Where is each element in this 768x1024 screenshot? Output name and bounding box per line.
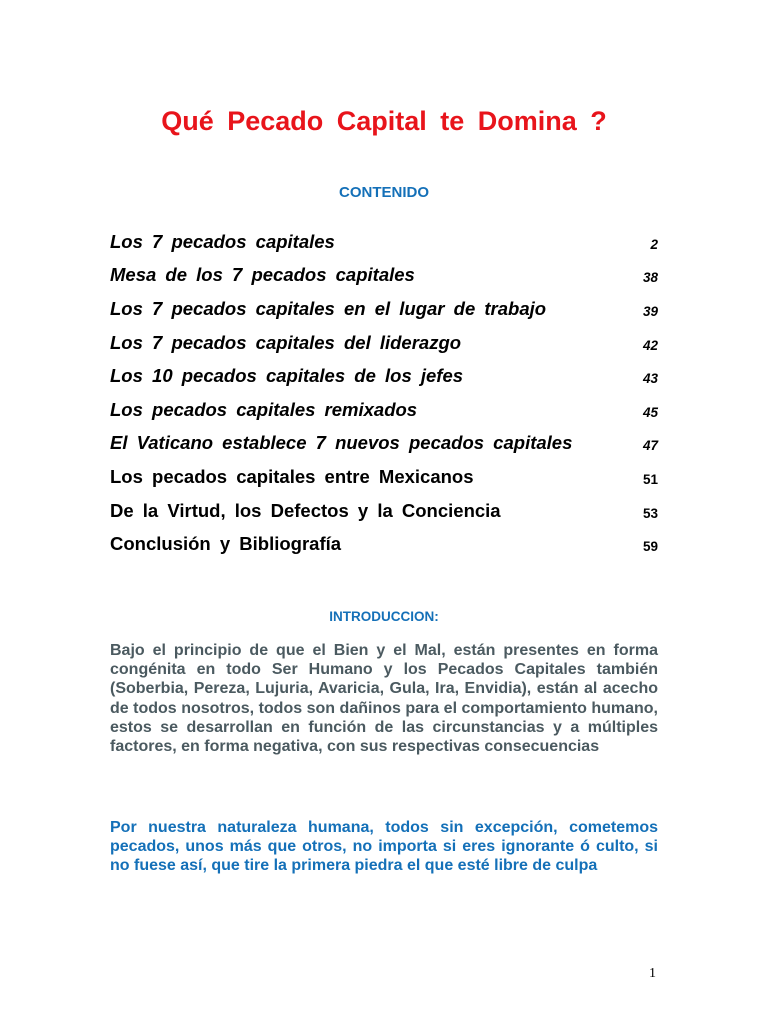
page-title: Qué Pecado Capital te Domina ? <box>161 106 607 136</box>
toc-entry <box>110 225 658 259</box>
toc-entry-label: Los pecados capitales remixados <box>110 398 418 420</box>
toc-entry-label: Mesa de los 7 pecados capitales <box>110 264 415 286</box>
toc-entry <box>110 527 658 561</box>
toc-entry-label: Los 10 pecados capitales de los jefes <box>110 365 464 387</box>
toc-entry-label: Los 7 pecados capitales del liderazgo <box>110 331 462 353</box>
toc-entry-page: 51 <box>642 471 658 487</box>
toc-entry-page: 38 <box>642 270 658 286</box>
toc-entry-page: 43 <box>642 371 658 387</box>
introduction-heading: INTRODUCCION: <box>329 609 439 624</box>
introduction-paragraph-2: Por nuestra naturaleza humana, todos sin excepción, cometemos pecados, unos más que otros, no importa si eres ignorante ó culto, si no fuese así, que tire la primera piedra el que esté libre de culpa <box>110 819 658 875</box>
toc-entry-label: Conclusión y Bibliografía <box>110 533 342 555</box>
toc-entry-label: Los pecados capitales entre Mexicanos <box>110 465 474 487</box>
toc-entry <box>110 292 658 326</box>
toc-entry-label: Los 7 pecados capitales en el lugar de trabajo <box>110 297 547 319</box>
toc-entry <box>110 393 658 427</box>
toc-entry <box>110 326 658 360</box>
toc-entry <box>110 427 658 461</box>
toc-entry <box>110 460 658 494</box>
toc-entry-label: De la Virtud, los Defectos y la Conciencia <box>110 499 501 521</box>
toc-entry-page: 2 <box>650 236 658 252</box>
toc-entry <box>110 259 658 293</box>
toc-heading: CONTENIDO <box>339 184 429 201</box>
toc-entry-page: 53 <box>642 505 658 521</box>
toc-entry-page: 59 <box>642 539 658 555</box>
toc-entry-page: 45 <box>642 404 658 420</box>
toc-entry <box>110 494 658 528</box>
table-of-contents <box>110 225 658 561</box>
page-number: 1 <box>649 966 656 981</box>
toc-entry-page: 47 <box>642 438 658 454</box>
toc-entry-page: 42 <box>642 337 658 353</box>
toc-entry-label: Los 7 pecados capitales <box>110 230 335 252</box>
introduction-paragraph-1: Bajo el principio de que el Bien y el Mal, están presentes en forma congénita en todo Ser Humano y los Pecados Capitales también (Soberbia, Pereza, Lujuria, Avaricia, Gula, Ira, Envidia), están al acecho de todos nosotros, todos son dañinos para el comportamiento humano, estos se desarrollan en función de las circunstancias y a múltiples factores, en forma negativa, con sus respectivas consecuencias <box>110 642 658 756</box>
toc-entry-page: 39 <box>642 303 658 319</box>
toc-entry-label: El Vaticano establece 7 nuevos pecados capitales <box>110 432 573 454</box>
toc-entry <box>110 359 658 393</box>
